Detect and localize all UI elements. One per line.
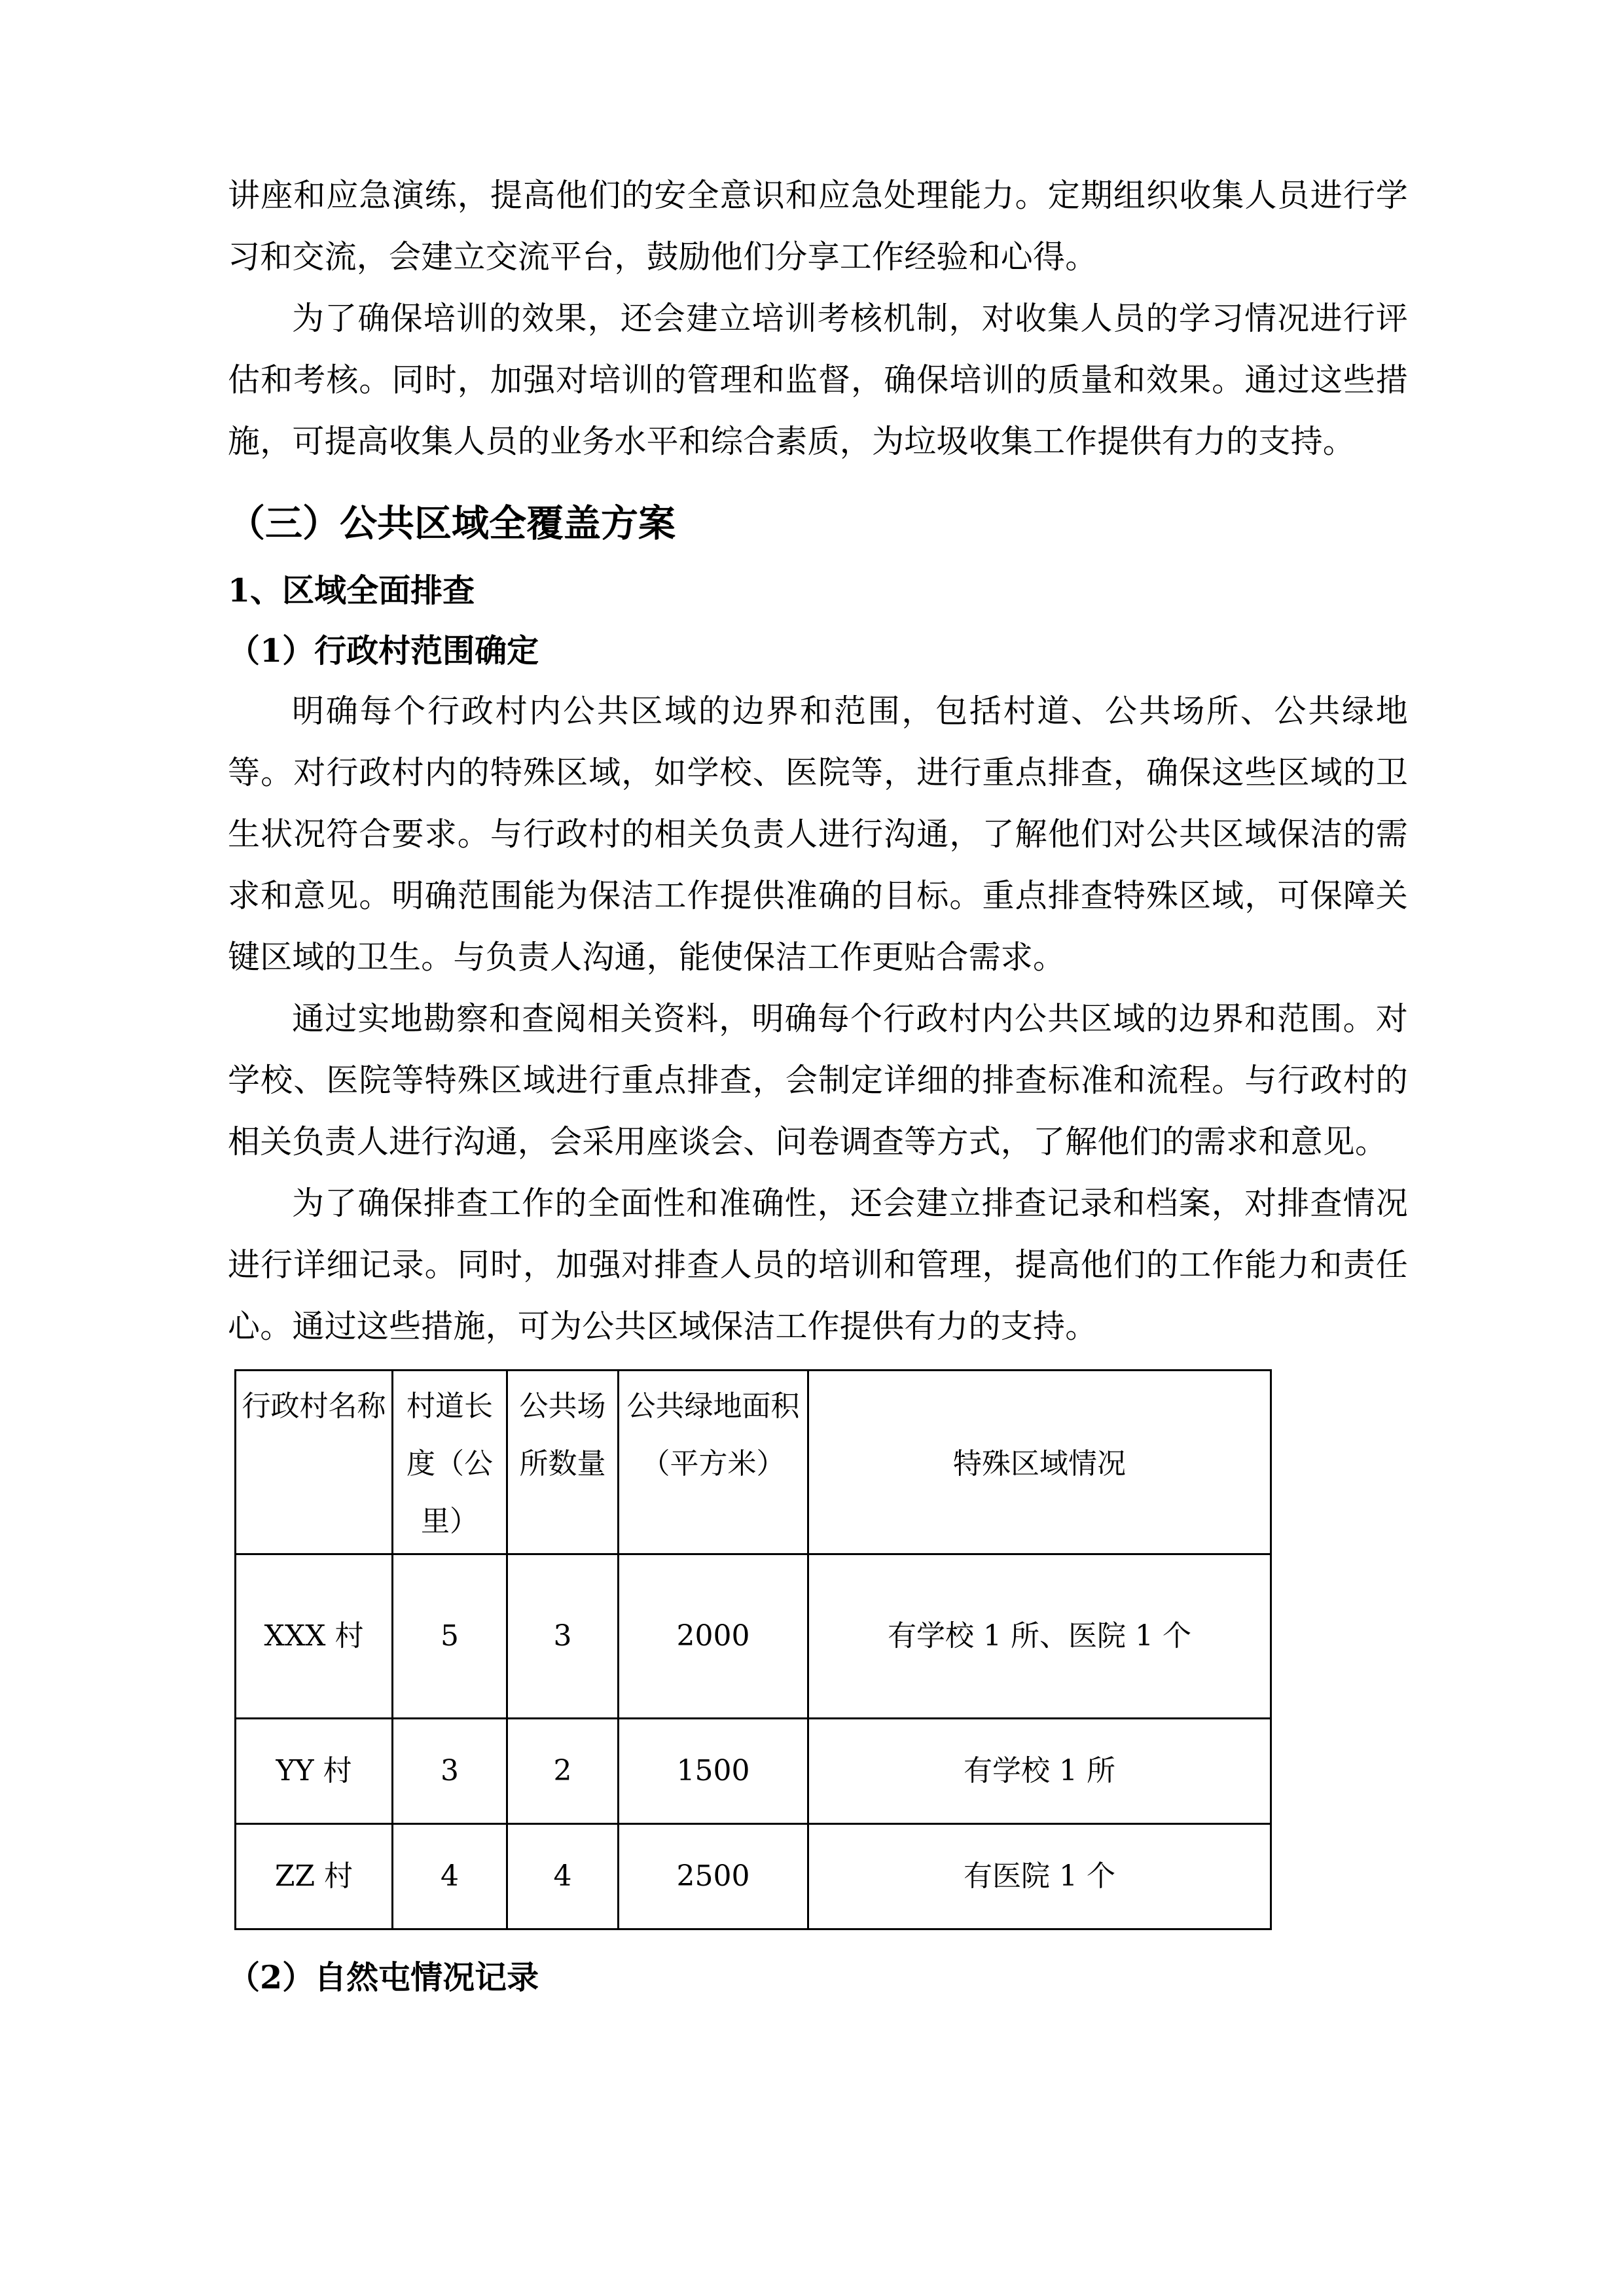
cell-road-length: 5 bbox=[393, 1554, 507, 1719]
paragraph-scope-definition: 明确每个行政村内公共区域的边界和范围，包括村道、公共场所、公共绿地等。对行政村内的特殊区域，如学校、医院等，进行重点排查，确保这些区域的卫生状况符合要求。与行政村的相关负责人进行沟通，了解他们对公共区域保洁的需求和意见。明确范围能为保洁工作提供准确的目标。重点排查特殊区域，可保障关键区域的卫生。与负责人沟通，能使保洁工作更贴合需求。 bbox=[228, 692, 1408, 976]
paragraph-continuation: 讲座和应急演练，提高他们的安全意识和应急处理能力。定期组织收集人员进行学习和交流，会建立交流平台，鼓励他们分享工作经验和心得。 bbox=[228, 177, 1408, 276]
village-survey-table bbox=[234, 1369, 1272, 1930]
paragraph-training-assessment: 为了确保培训的效果，还会建立培训考核机制，对收集人员的学习情况进行评估和考核。同时，加强对培训的管理和监督，确保培训的质量和效果。通过这些措施，可提高收集人员的业务水平和综合素质，为垃圾收集工作提供有力的支持。 bbox=[228, 300, 1408, 460]
cell-special-areas: 有医院 1 个 bbox=[808, 1824, 1271, 1929]
cell-green-area: 2500 bbox=[619, 1824, 808, 1929]
subsection-heading: 1、区域全面排查 bbox=[228, 571, 475, 609]
table-row bbox=[236, 1824, 1271, 1929]
cell-village-name: ZZ 村 bbox=[236, 1824, 393, 1929]
table-header-row bbox=[236, 1371, 1271, 1554]
cell-public-places: 2 bbox=[507, 1719, 619, 1824]
cell-road-length: 3 bbox=[393, 1719, 507, 1824]
cell-village-name: YY 村 bbox=[236, 1719, 393, 1824]
item-heading-1: （1）行政村范围确定 bbox=[228, 632, 539, 670]
table-row bbox=[236, 1719, 1271, 1824]
cell-village-name: XXX 村 bbox=[236, 1554, 393, 1719]
item-heading-2: （2）自然屯情况记录 bbox=[228, 1958, 539, 1996]
cell-road-length: 4 bbox=[393, 1824, 507, 1929]
table-row bbox=[236, 1554, 1271, 1719]
paragraph-survey-method: 通过实地勘察和查阅相关资料，明确每个行政村内公共区域的边界和范围。对学校、医院等特殊区域进行重点排查，会制定详细的排查标准和流程。与行政村的相关负责人进行沟通，会采用座谈会、问卷调查等方式，了解他们的需求和意见。 bbox=[228, 1000, 1408, 1160]
table-header-public-places: 公共场所数量 bbox=[507, 1371, 619, 1554]
table-header-village-name: 行政村名称 bbox=[236, 1371, 393, 1554]
cell-public-places: 3 bbox=[507, 1554, 619, 1719]
cell-green-area: 2000 bbox=[619, 1554, 808, 1719]
table-header-road-length: 村道长度（公里） bbox=[393, 1371, 507, 1554]
cell-public-places: 4 bbox=[507, 1824, 619, 1929]
table-header-special-areas: 特殊区域情况 bbox=[808, 1371, 1271, 1554]
cell-special-areas: 有学校 1 所 bbox=[808, 1719, 1271, 1824]
section-heading: （三）公共区域全覆盖方案 bbox=[228, 501, 676, 545]
table-header-green-area: 公共绿地面积（平方米） bbox=[619, 1371, 808, 1554]
cell-green-area: 1500 bbox=[619, 1719, 808, 1824]
cell-special-areas: 有学校 1 所、医院 1 个 bbox=[808, 1554, 1271, 1719]
paragraph-records-archives: 为了确保排查工作的全面性和准确性，还会建立排查记录和档案，对排查情况进行详细记录。同时，加强对排查人员的培训和管理，提高他们的工作能力和责任心。通过这些措施，可为公共区域保洁工作提供有力的支持。 bbox=[228, 1185, 1408, 1345]
